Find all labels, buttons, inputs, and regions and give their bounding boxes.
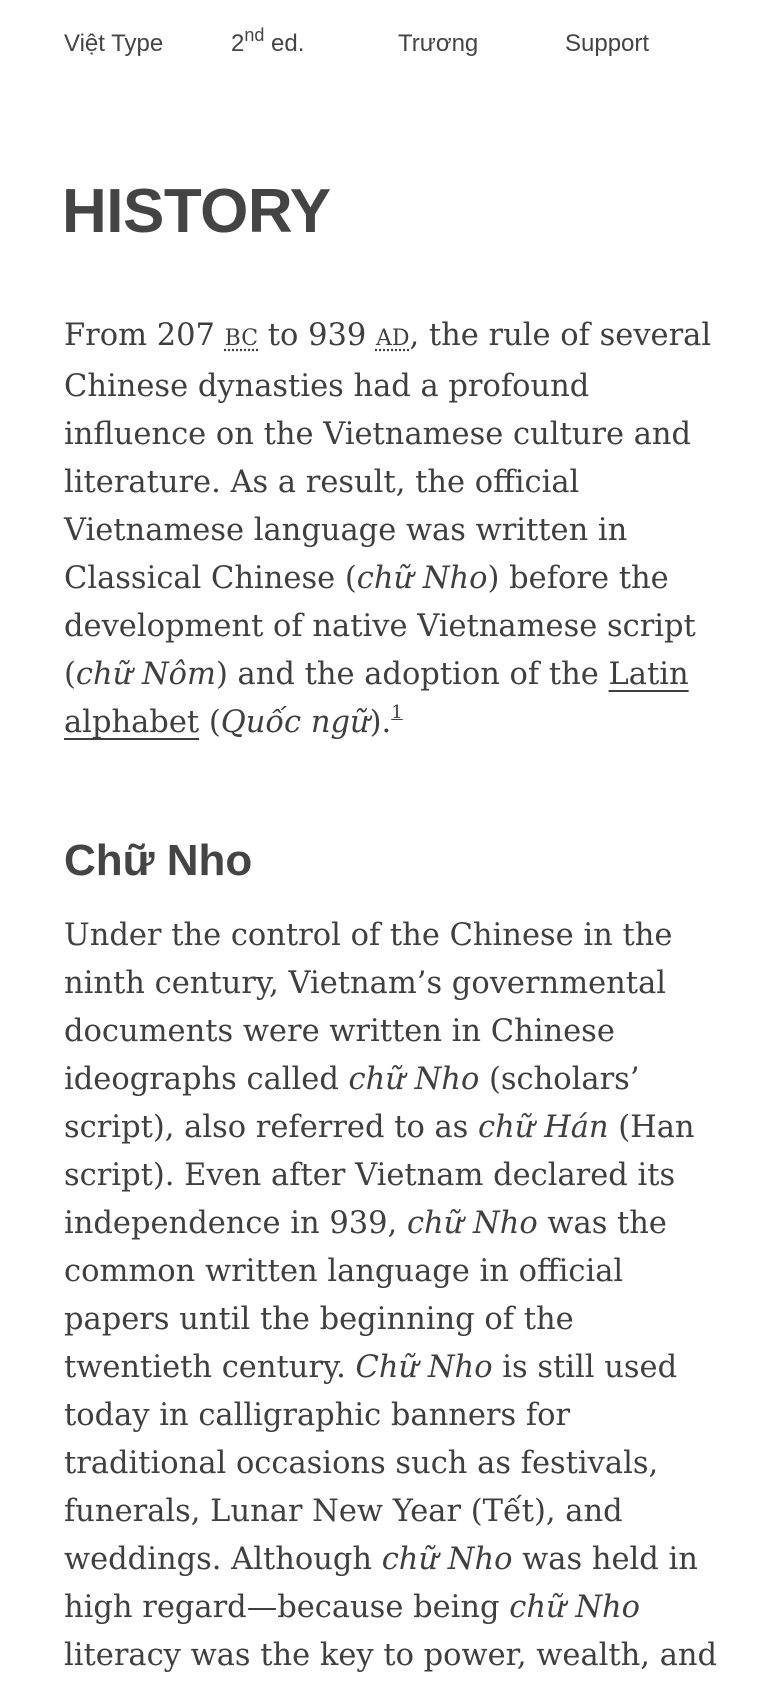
text-line	[64, 1056, 744, 1104]
latin-alphabet-link[interactable]: Latin	[608, 657, 689, 692]
text-line: papers until the beginning of the	[64, 1302, 574, 1337]
term-chu-nho: chữ Nho	[348, 1062, 480, 1097]
text-run: was the	[537, 1206, 667, 1241]
text-run: ) and the adoption of the	[215, 657, 609, 692]
text-line	[64, 312, 744, 363]
text-line: Chinese dynasties had a profound	[64, 369, 590, 404]
text-run: independence in 939,	[64, 1206, 407, 1241]
text-line	[64, 1344, 744, 1392]
text-line	[64, 555, 744, 603]
text-line: ninth century, Vietnam’s governmental	[64, 966, 667, 1001]
text-line: documents were written in Chinese	[64, 1014, 615, 1049]
page-title: HISTORY	[62, 177, 331, 246]
term-chu-han: chữ Hán	[478, 1110, 609, 1145]
text-line: today in calligraphic banners for	[64, 1398, 571, 1433]
text-line: Vietnamese language was written in	[64, 513, 628, 548]
text-run: , the rule of several	[409, 318, 712, 353]
edition-ordinal: nd	[244, 25, 265, 45]
text-run: to 939	[258, 318, 376, 353]
text-run: ).	[369, 705, 392, 740]
text-line	[64, 1536, 744, 1584]
text-line: Under the control of the Chinese in the	[64, 918, 673, 953]
text-run: high regard—because being	[64, 1590, 510, 1625]
text-line	[64, 1104, 744, 1152]
abbr-bc: BC	[224, 326, 259, 351]
text-run: was held in	[512, 1542, 698, 1577]
text-line: influence on the Vietnamese culture and	[64, 417, 692, 452]
text-run: (scholars’	[479, 1062, 640, 1097]
term-chu-nho: chữ Nho	[509, 1590, 641, 1625]
text-line: traditional occasions such as festivals,	[64, 1446, 659, 1481]
term-chu-nho: chữ Nho	[356, 561, 488, 596]
edition-suffix: ed.	[264, 30, 305, 57]
nav-link-truong[interactable]: Trương	[398, 30, 479, 57]
text-line: script). Even after Vietnam declared its	[64, 1158, 676, 1193]
nav-link-support[interactable]: Support	[565, 30, 650, 57]
chu-nho-paragraph	[64, 912, 744, 1680]
term-chu-nho: chữ Nho	[381, 1542, 513, 1577]
latin-alphabet-link[interactable]: alphabet	[64, 705, 200, 740]
term-chu-nho: chữ Nho	[406, 1206, 538, 1241]
text-run: (Han	[608, 1110, 695, 1145]
text-line: funerals, Lunar New Year (Tết), and	[64, 1494, 623, 1529]
text-line: literacy was the key to power, wealth, and	[64, 1638, 718, 1673]
text-run: ) before the	[487, 561, 669, 596]
text-run: twentieth century.	[64, 1350, 356, 1385]
intro-paragraph	[64, 312, 744, 747]
text-line	[64, 699, 744, 747]
text-run: Classical Chinese (	[64, 561, 357, 596]
text-line	[64, 651, 744, 699]
term-chu-nom: chữ Nôm	[75, 657, 216, 692]
section-heading-chu-nho: Chữ Nho	[64, 836, 253, 885]
text-run: is still used	[492, 1350, 678, 1385]
edition-number: 2	[231, 30, 245, 57]
text-run: weddings. Although	[64, 1542, 382, 1577]
text-line: development of native Vietnamese script	[64, 609, 696, 644]
top-navigation	[64, 25, 724, 70]
text-line	[64, 1584, 744, 1632]
term-quoc-ngu: Quốc ngữ	[220, 705, 370, 740]
nav-link-home[interactable]: Việt Type	[64, 30, 164, 57]
text-line	[64, 1200, 744, 1248]
text-run: script), also referred to as	[64, 1110, 479, 1145]
text-run: (	[199, 705, 221, 740]
text-run: From 207	[64, 318, 225, 353]
nav-link-edition[interactable]	[231, 25, 305, 58]
text-line: common written language in official	[64, 1254, 624, 1289]
footnote-link[interactable]: 1	[391, 702, 403, 723]
abbr-ad: AD	[375, 326, 410, 351]
term-chu-nho: Chữ Nho	[355, 1350, 493, 1385]
text-run: (	[64, 657, 76, 692]
text-run: ideographs called	[64, 1062, 349, 1097]
text-line: literature. As a result, the official	[64, 465, 580, 500]
